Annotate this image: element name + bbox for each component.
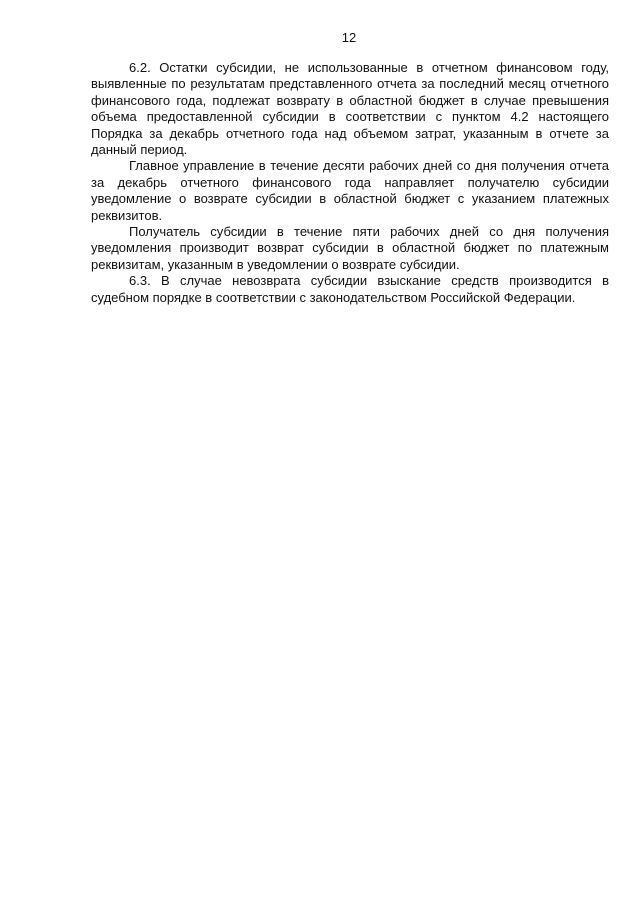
paragraph-notification: Главное управление в течение десяти рабочих дней со дня получения отчета за декабрь отчетного финансового года направляет получателю субсидии уведомление о возврате субсидии в областной бюджет с указанием платежных реквизитов.: [91, 158, 609, 223]
paragraph-return: Получатель субсидии в течение пяти рабочих дней со дня получения уведомления производит возврат субсидии в областной бюджет по платежным реквизитам, указанным в уведомлении о возврате субсидии.: [91, 224, 609, 272]
page-number: 12: [341, 30, 357, 45]
document-body: [91, 60, 609, 306]
paragraph-6-2: 6.2. Остатки субсидии, не использованные в отчетном финансовом году, выявленные по результатам представленного отчета за последний месяц отчетного финансового года, подлежат возврату в областной бюджет в случае превышения объема предоставленной субсидии в соответствии с пунктом 4.2 настоящего Порядка за декабрь отчетного года над объемом затрат, указанным в отчете за данный период.: [91, 60, 609, 158]
paragraph-6-3: 6.3. В случае невозврата субсидии взыскание средств производится в судебном порядке в соответствии с законодательством Российской Федерации.: [91, 273, 609, 305]
